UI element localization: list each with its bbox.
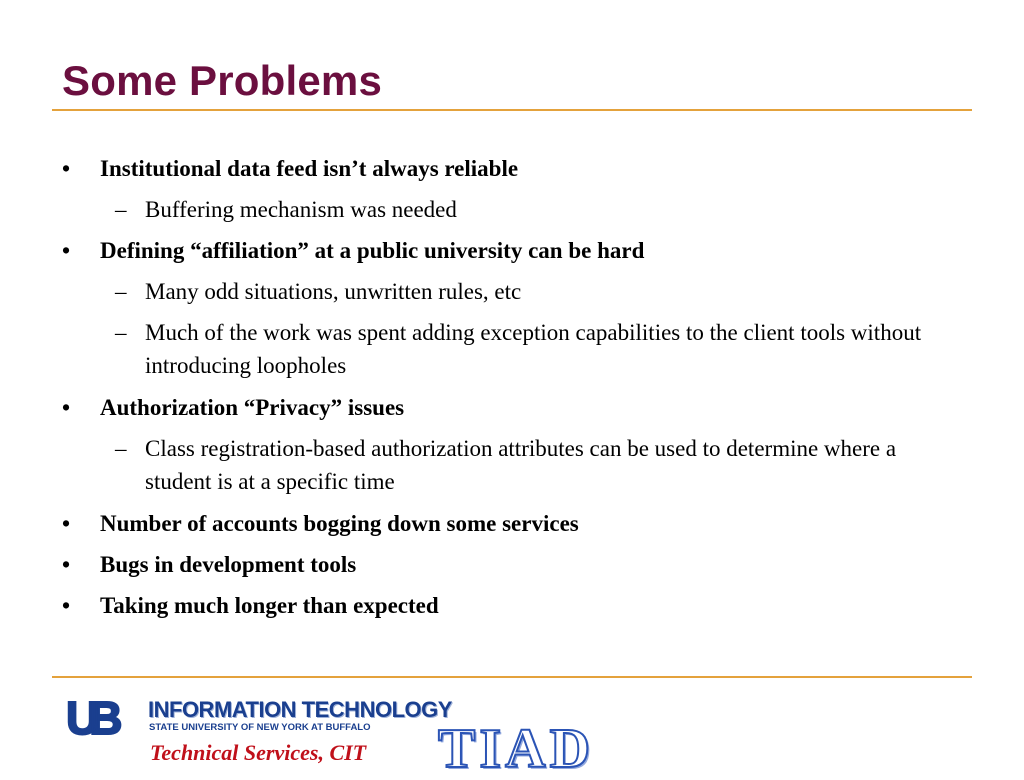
bullet-marker: • <box>62 156 71 181</box>
bullet-item <box>62 152 519 185</box>
slide-title: Some Problems <box>62 57 383 104</box>
bullet-marker: • <box>62 238 71 263</box>
sub-bullet-item <box>115 275 965 308</box>
bullet-item <box>62 589 439 622</box>
logo-title: INFORMATION TECHNOLOGY <box>148 697 452 722</box>
dash-marker: – <box>115 320 127 345</box>
bullet-item <box>62 507 579 540</box>
dash-marker: – <box>115 436 127 461</box>
bullet-item <box>62 548 357 581</box>
footer-divider <box>52 676 972 678</box>
sub-bullet-item <box>115 316 965 382</box>
bullet-text: Taking much longer than expected <box>100 593 439 618</box>
tiad-logo: TIAD <box>438 718 595 780</box>
sub-bullet-text: Much of the work was spent adding exception capabilities to the client tools without introducing loopholes <box>145 320 922 378</box>
bullet-text: Institutional data feed isn’t always reliable <box>100 156 519 181</box>
bullet-marker: • <box>62 552 71 577</box>
dash-marker: – <box>115 279 127 304</box>
bullet-text: Defining “affiliation” at a public university can be hard <box>100 238 645 263</box>
bullet-item <box>62 391 405 424</box>
sub-bullet-text: Class registration-based authorization attributes can be used to determine where a student is at a specific time <box>145 436 897 494</box>
sub-bullet-item <box>115 432 965 498</box>
bullet-text: Number of accounts bogging down some services <box>100 511 579 536</box>
logo-subtitle: STATE UNIVERSITY OF NEW YORK AT BUFFALO <box>149 722 371 733</box>
bullet-text: Bugs in development tools <box>100 552 357 577</box>
department-label: Technical Services, CIT <box>150 740 367 765</box>
sub-bullet-text: Many odd situations, unwritten rules, etc <box>145 279 522 304</box>
ub-logo-mark: UB <box>66 692 113 744</box>
bullet-marker: • <box>62 593 71 618</box>
bullet-marker: • <box>62 395 71 420</box>
sub-bullet-text: Buffering mechanism was needed <box>145 197 457 222</box>
bullet-marker: • <box>62 511 71 536</box>
bullet-item <box>62 234 645 267</box>
bullet-text: Authorization “Privacy” issues <box>100 395 405 420</box>
sub-bullet-item <box>115 193 965 226</box>
dash-marker: – <box>115 197 127 222</box>
